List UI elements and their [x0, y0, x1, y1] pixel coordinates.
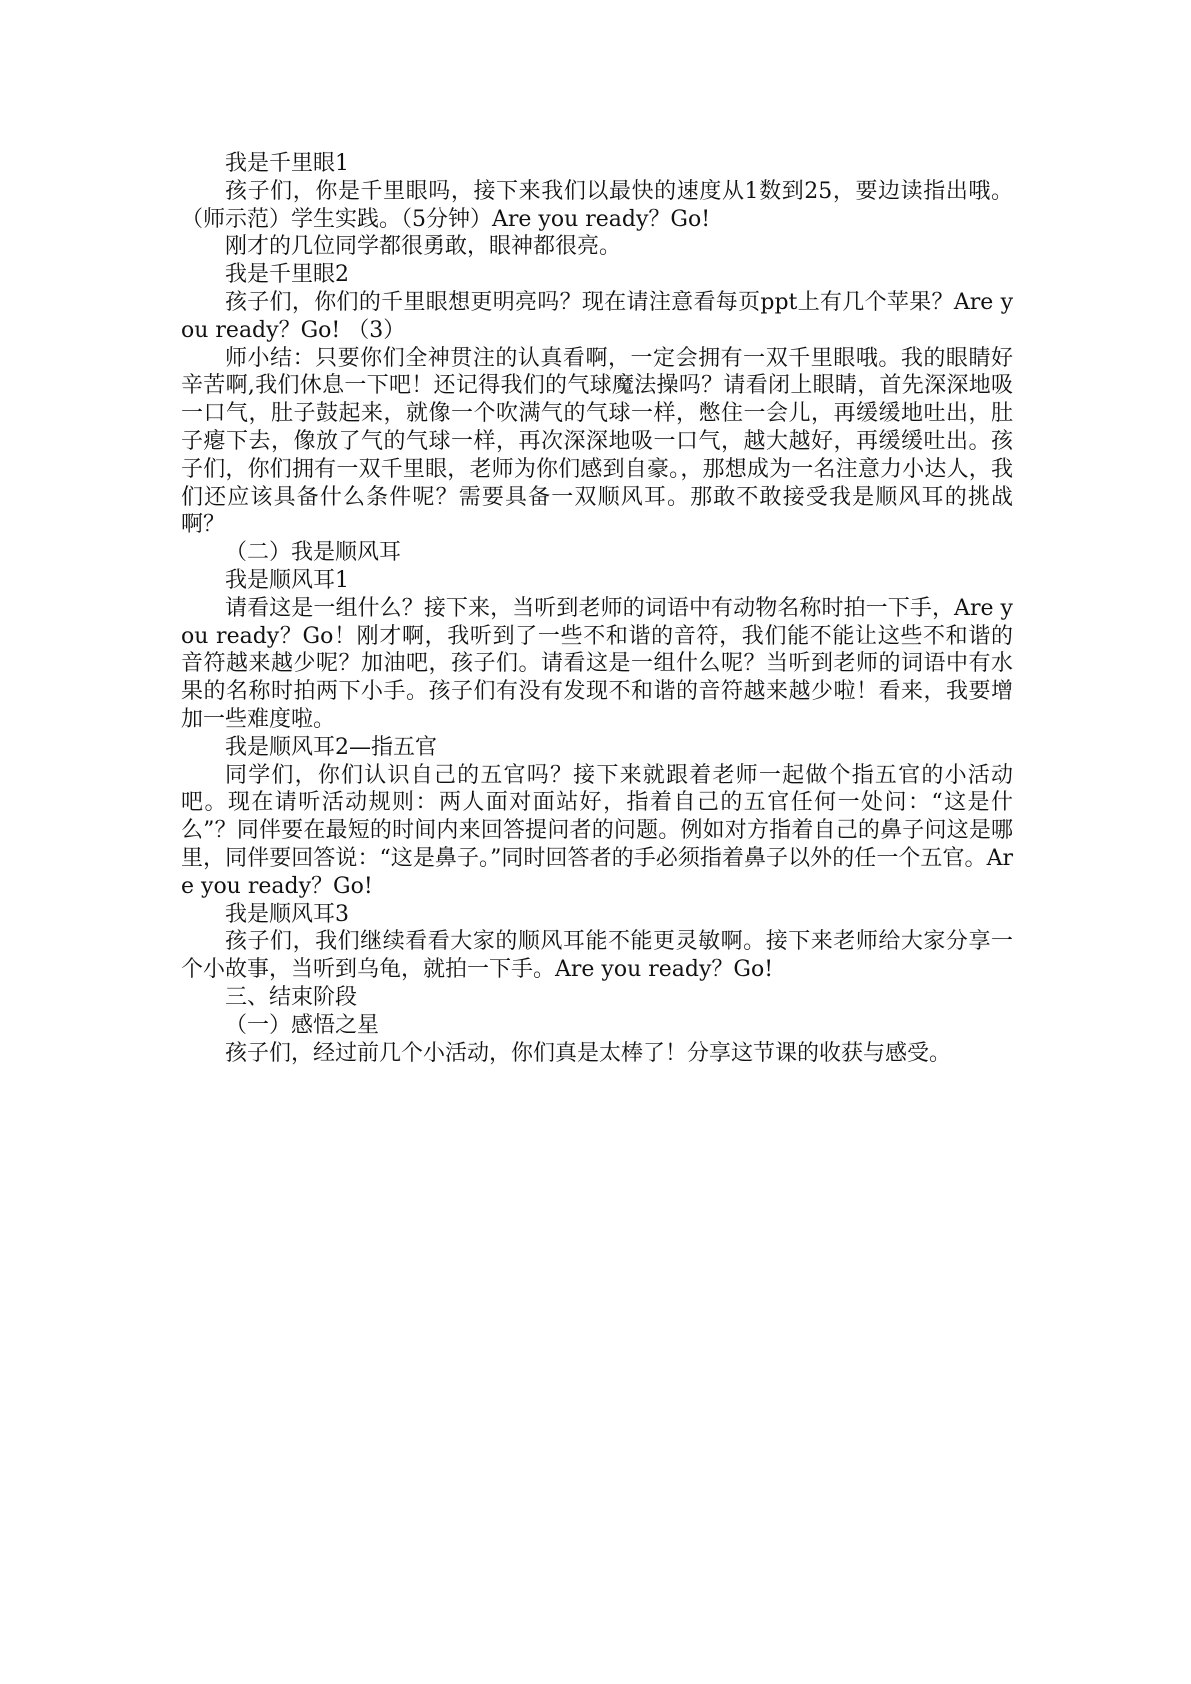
paragraph-story-activity: 孩子们，我们继续看看大家的顺风耳能不能更灵敏啊。接下来老师给大家分享一个小故事，当听到乌龟，就拍一下手。Are you ready？Go! — [181, 929, 1013, 983]
paragraph-facial-features-activity: 同学们，你们认识自己的五官吗？接下来就跟着老师一起做个指五官的小活动吧。现在请听活动规则：两人面对面站好，指着自己的五官任何一处问：“这是什么”？同伴要在最短的时间内来回答提问者的问题。例如对方指着自己的鼻子问这是哪里，同伴要回答说：“这是鼻子。”同时回答者的手必须指着鼻子以外的任一个五官。Are you ready？Go! — [181, 762, 1013, 899]
paragraph-closing: 孩子们，经过前几个小活动，你们真是太棒了！分享这节课的收获与感受。 — [225, 1040, 952, 1066]
paragraph-count-activity: 孩子们，你是千里眼吗，接下来我们以最快的速度从1数到25，要边读指出哦。（师示范）学生实践。（5分钟）Are you ready？Go! — [181, 178, 1013, 232]
heading-shunfenger-1: 我是顺风耳1 — [225, 567, 349, 593]
heading-shunfenger-2: 我是顺风耳2—指五官 — [225, 734, 437, 760]
heading-qianliyan-2: 我是千里眼2 — [225, 262, 349, 288]
paragraph-teacher-summary: 师小结：只要你们全神贯注的认真看啊，一定会拥有一双千里眼哦。我的眼睛好辛苦啊,我们休息一下吧！还记得我们的气球魔法操吗？请看闭上眼睛，首先深深地吸一口气，肚子鼓起来，就像一个吹满气的气球一样，憋住一会儿，再缓缓地吐出，肚子瘪下去，像放了气的气球一样，再次深深地吸一口气，越大越好，再缓缓吐出。孩子们，你们拥有一双千里眼，老师为你们感到自豪。，那想成为一名注意力小达人，我们还应该具备什么条件呢？需要具备一双顺风耳。那敢不敢接受我是顺风耳的挑战啊？ — [181, 345, 1013, 538]
paragraph-apple-activity: 孩子们，你们的千里眼想更明亮吗？现在请注意看每页ppt上有几个苹果？Are you ready？Go! （3） — [181, 289, 1013, 343]
heading-reflection-star: （一）感悟之星 — [225, 1012, 380, 1038]
heading-qianliyan-1: 我是千里眼1 — [225, 151, 349, 176]
heading-section-shunfenger: （二）我是顺风耳 — [225, 540, 402, 566]
paragraph-clap-activity: 请看这是一组什么？接下来，当听到老师的词语中有动物名称时拍一下手，Are you ready？Go！刚才啊，我听到了一些不和谐的音符，我们能不能让这些不和谐的音符越来越少呢？加油吧，孩子们。请看这是一组什么呢？当听到老师的词语中有水果的名称时拍两下小手。孩子们有没有发现不和谐的音符越来越少啦！看来，我要增加一些难度啦。 — [181, 595, 1013, 732]
document-body — [181, 150, 1013, 1067]
heading-ending-stage: 三、结束阶段 — [225, 984, 358, 1010]
heading-shunfenger-3: 我是顺风耳3 — [225, 901, 349, 927]
paragraph-praise: 刚才的几位同学都很勇敢，眼神都很亮。 — [225, 234, 622, 260]
